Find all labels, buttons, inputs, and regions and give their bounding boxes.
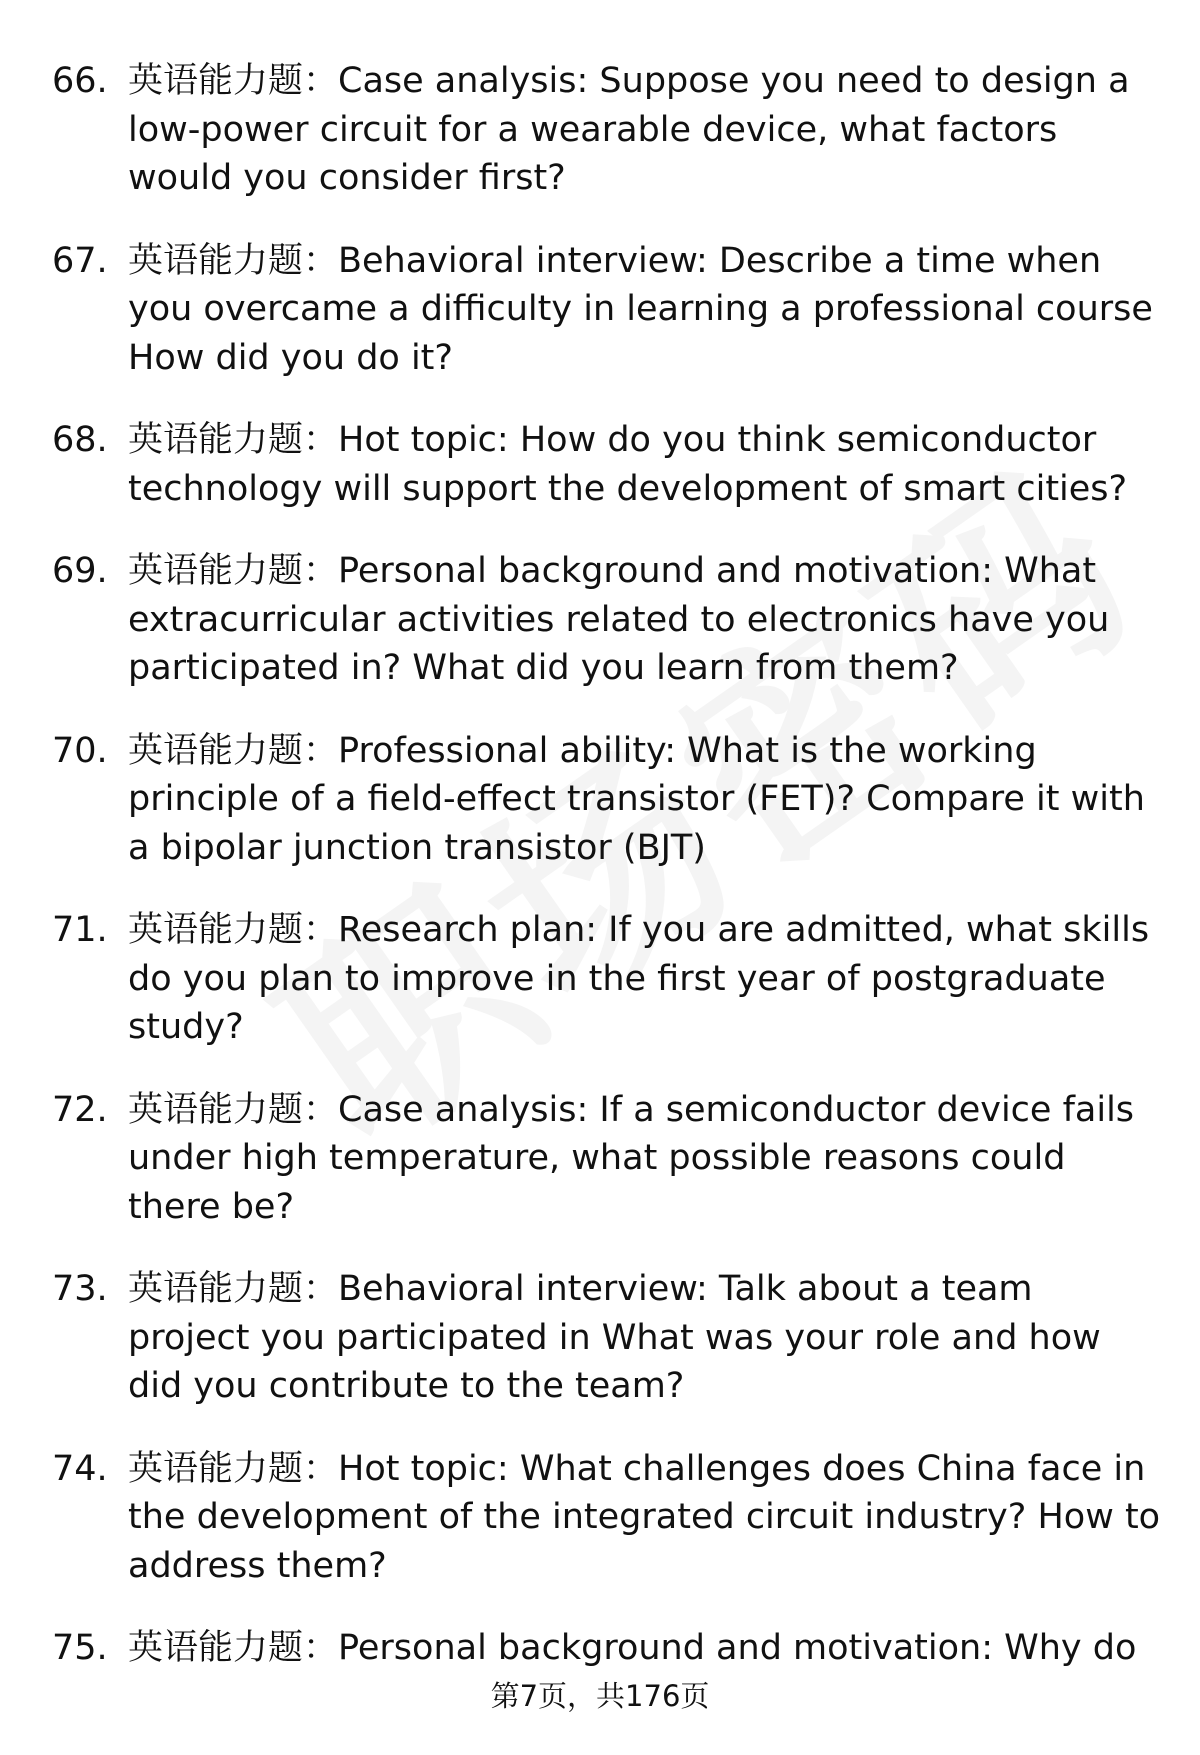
question-number: 73. (52, 1269, 108, 1309)
question-item (52, 57, 1162, 203)
question-item (52, 1445, 1162, 1591)
page-footer (0, 1678, 1200, 1714)
question-item (52, 1624, 1162, 1673)
question-text: Hot topic: How do you think semiconductor technology will support the development of smart cities? (128, 420, 1128, 509)
question-item (52, 547, 1162, 693)
question-item (52, 727, 1162, 873)
question-number: 74. (52, 1448, 108, 1489)
page-number-label: 第7页，共176页 (490, 1679, 710, 1713)
question-text: Case analysis: Suppose you need to design a low-power circuit for a wearable device, what factors would you consider first? (128, 61, 1130, 198)
question-item (52, 416, 1162, 513)
question-tag: 英语能力题： (128, 420, 339, 460)
question-tag: 英语能力题： (128, 1628, 339, 1668)
question-tag: 英语能力题： (128, 240, 339, 281)
question-number: 67. (52, 240, 108, 281)
question-text: Case analysis: If a semiconductor device fails under high temperature, what possible reasons could there be? (128, 1089, 1135, 1227)
question-text: Professional ability: What is the working principle of a field-effect transistor (FET)? Compare it with a bipolar junction transistor (BJT) (128, 730, 1145, 868)
question-tag: 英语能力题： (128, 61, 339, 101)
question-number: 68. (52, 420, 108, 460)
question-number: 70. (52, 730, 108, 771)
question-number: 71. (52, 910, 108, 950)
question-list (52, 57, 1162, 1707)
question-text: Research plan: If you are admitted, what skills do you plan to improve in the first year of postgraduate study? (128, 910, 1150, 1047)
question-text: Hot topic: What challenges does China face in the development of the integrated circuit industry? How to address them? (128, 1448, 1161, 1586)
question-tag: 英语能力题： (128, 551, 339, 591)
question-text: Personal background and motivation: Why do (338, 1628, 1137, 1668)
question-number: 66. (52, 61, 108, 101)
question-item (52, 237, 1162, 383)
question-tag: 英语能力题： (128, 1448, 339, 1489)
question-number: 69. (52, 551, 108, 591)
question-item (52, 906, 1162, 1052)
question-item (52, 1265, 1162, 1411)
question-text: Behavioral interview: Describe a time when you overcame a difficulty in learning a professional course How did you do it? (128, 240, 1153, 378)
question-text: Behavioral interview: Talk about a team project you participated in What was your role and how did you contribute to the team? (128, 1269, 1101, 1406)
question-tag: 英语能力题： (128, 1089, 339, 1130)
question-number: 75. (52, 1628, 108, 1668)
question-tag: 英语能力题： (128, 730, 339, 771)
question-item (52, 1086, 1162, 1232)
question-tag: 英语能力题： (128, 1269, 339, 1309)
question-tag: 英语能力题： (128, 910, 339, 950)
question-text: Personal background and motivation: What extracurricular activities related to electronics have you participated in? What did you learn from them? (128, 551, 1110, 688)
question-number: 72. (52, 1089, 108, 1130)
